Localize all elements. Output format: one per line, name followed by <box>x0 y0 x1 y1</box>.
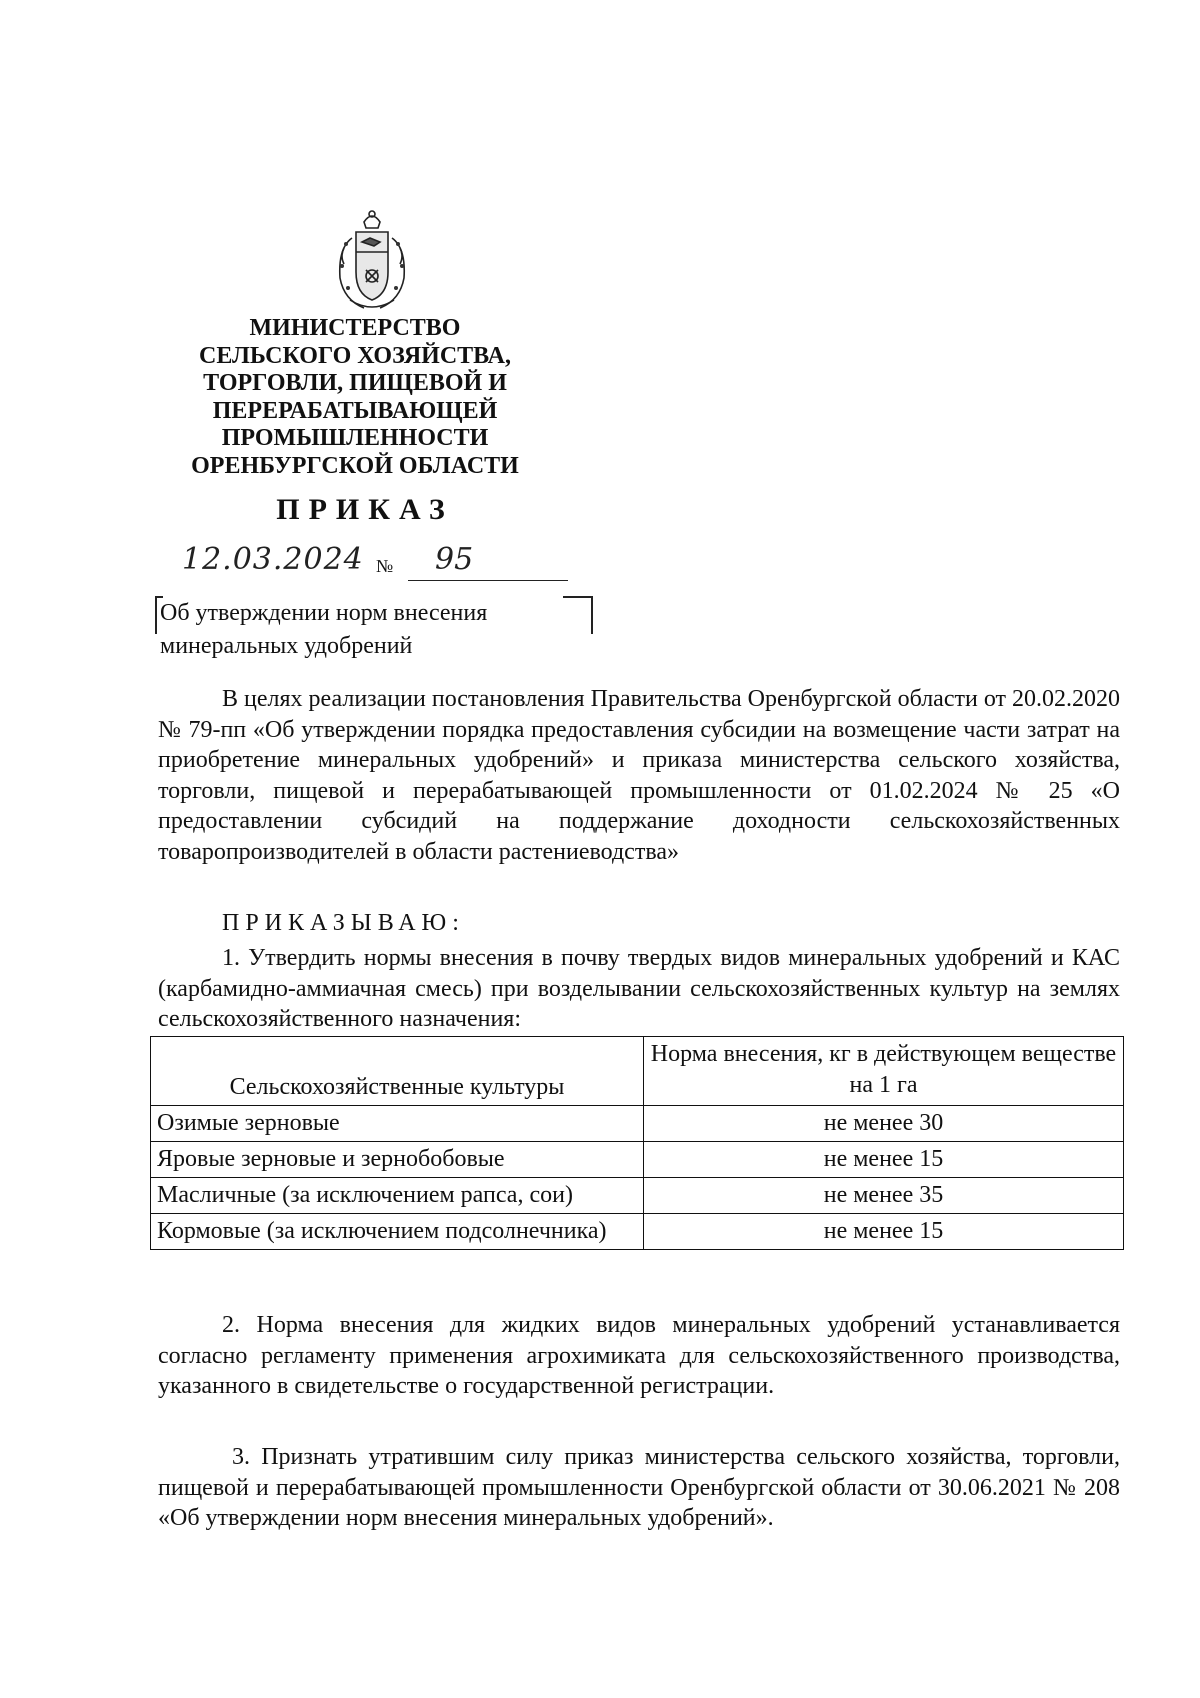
norm-cell: не менее 35 <box>644 1178 1124 1214</box>
number-underline <box>408 580 568 581</box>
norm-cell: не менее 15 <box>644 1214 1124 1250</box>
date-number-line <box>180 542 570 582</box>
subject-line: минеральных удобрений <box>160 633 413 659</box>
order-subject <box>160 597 487 663</box>
ministry-name <box>160 315 550 480</box>
preamble-paragraph: В целях реализации постановления Правительства Оренбургской области от 20.02.2020 № 79-пп «Об утверждении порядка предоставления субсидии на возмещение части затрат на приобретение минеральных удобрений» и приказа министерства сельского хозяйства, торговли, пищевой и перерабатывающей промышленности от 01.02.2024 № 25 «О предоставлении субсидий на поддержание доходности сельскохозяйственных товаропроизводителей в области растениеводства» <box>158 686 1120 865</box>
order-number-handwritten: 95 <box>435 542 474 577</box>
ministry-line: ПРОМЫШЛЕННОСТИ <box>221 425 489 451</box>
table-header-row <box>151 1037 1124 1106</box>
prikazyvayu-heading: ПРИКАЗЫВАЮ: <box>222 910 465 936</box>
item-2-paragraph: 2. Норма внесения для жидких видов минеральных удобрений устанавливается согласно регламенту применения агрохимиката для сельскохозяйственного производства, указанного в свидетельстве о государственной регистрации. <box>158 1312 1120 1399</box>
fertilizer-norms-table <box>150 1036 1124 1250</box>
column-header-norm: Норма внесения, кг в действующем веществе на 1 га <box>644 1037 1124 1106</box>
table-row <box>151 1142 1124 1178</box>
subject-line: Об утверждении норм внесения <box>160 600 488 626</box>
crop-cell: Кормовые (за исключением подсолнечника) <box>151 1214 644 1250</box>
crop-cell: Озимые зерновые <box>151 1106 644 1142</box>
ministry-line: СЕЛЬСКОГО ХОЗЯЙСТВА, <box>198 342 512 369</box>
order-title: ПРИКАЗ <box>276 493 454 526</box>
item-1-paragraph: 1. Утвердить нормы внесения в почву твердых видов минеральных удобрений и КАС (карбамидно-аммиачная смесь) при возделывании сельскохозяйственных культур на землях сельскохозяйственного назначения: <box>158 945 1120 1032</box>
norm-cell: не менее 15 <box>644 1142 1124 1178</box>
order-date-handwritten: 12.03.2024 <box>182 542 364 577</box>
ministry-line: ПЕРЕРАБАТЫВАЮЩЕЙ <box>212 397 498 424</box>
table-row <box>151 1178 1124 1214</box>
number-sign: № <box>376 556 394 576</box>
crop-cell: Яровые зерновые и зернобобовые <box>151 1142 644 1178</box>
table-row <box>151 1214 1124 1250</box>
item-3-paragraph: 3. Признать утратившим силу приказ министерства сельского хозяйства, торговли, пищевой и перерабатывающей промышленности Оренбургской области от 30.06.2021 № 208 «Об утверждении норм внесения минеральных удобрений». <box>158 1444 1120 1531</box>
table-row <box>151 1106 1124 1142</box>
subject-bracket-right <box>563 596 593 634</box>
ministry-line: ОРЕНБУРГСКОЙ ОБЛАСТИ <box>191 452 519 479</box>
ministry-line: ТОРГОВЛИ, ПИЩЕВОЙ И <box>203 370 507 396</box>
crop-cell: Масличные (за исключением рапса, сои) <box>151 1178 644 1214</box>
ministry-line: МИНИСТЕРСТВО <box>249 315 461 341</box>
norm-cell: не менее 30 <box>644 1106 1124 1142</box>
column-header-crops: Сельскохозяйственные культуры <box>151 1037 644 1106</box>
coat-of-arms-icon <box>330 208 414 316</box>
